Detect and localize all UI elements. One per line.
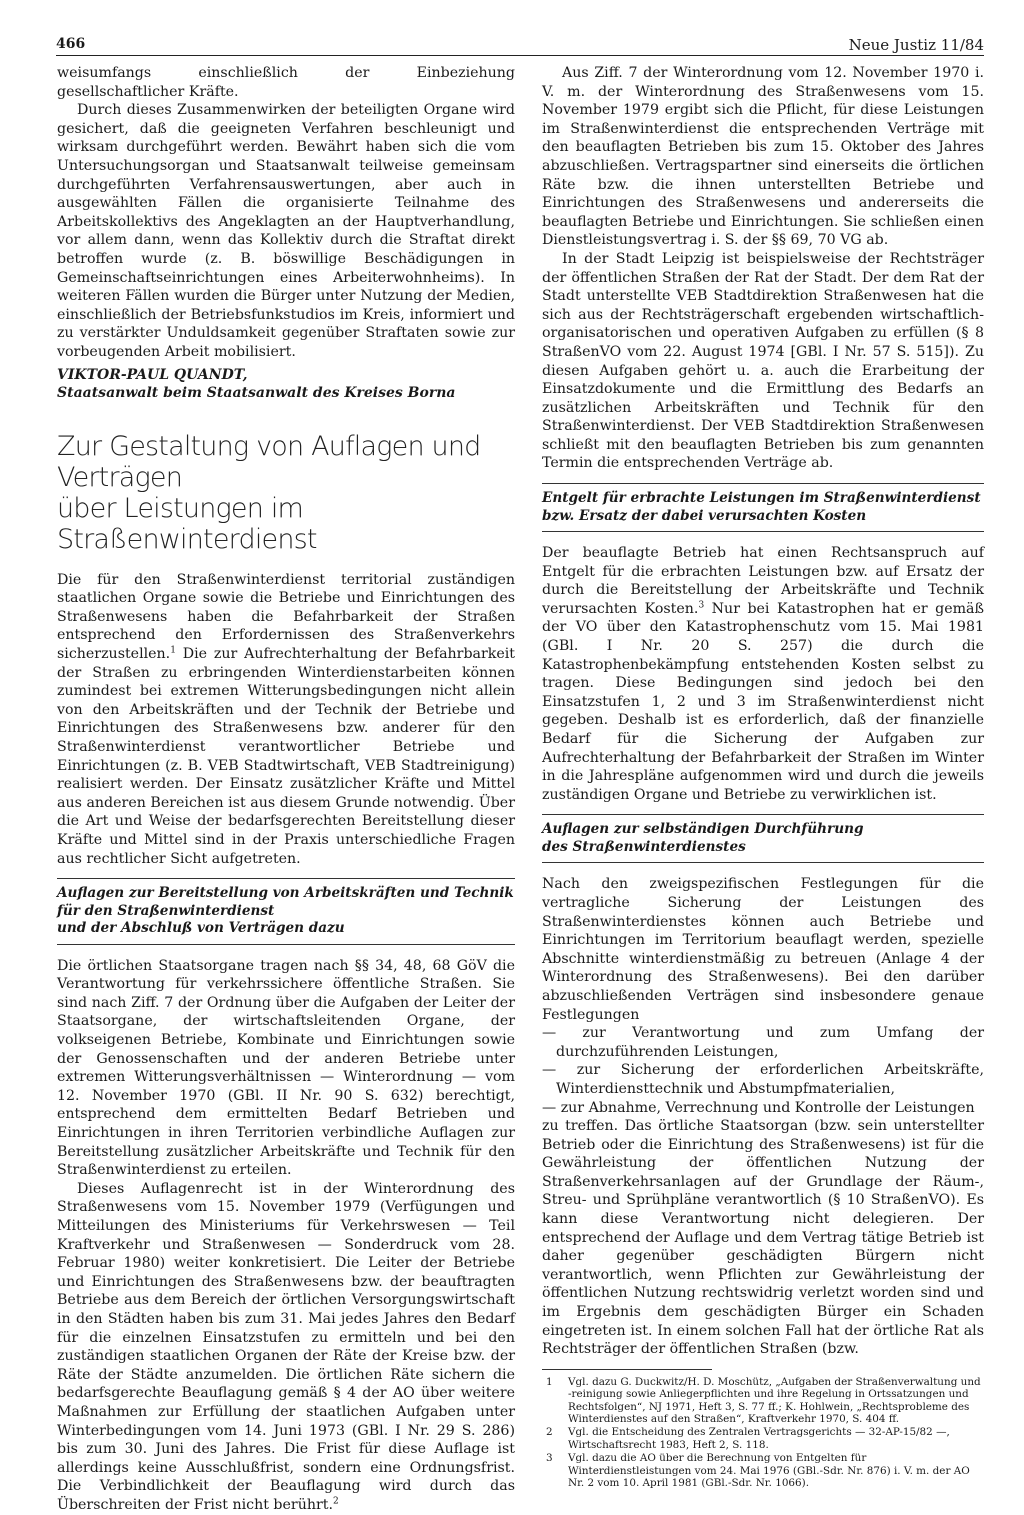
footnote-number: 1 — [546, 1375, 553, 1388]
article-title-line: Zur Gestaltung von Auflagen und Verträgen — [57, 430, 481, 493]
right-column — [542, 64, 984, 1490]
footnote-text: Vgl. dazu die AO über die Berechnung von Entgelten für Winterdienstleistungen vom 24. Mai 1976 (GBl.-Sdr. Nr. 876) i. V. m. der AO Nr. 2 vom 10. April 1981 (GBl.-Sdr. Nr. 1066). — [568, 1452, 970, 1490]
footnote-number: 3 — [546, 1452, 553, 1465]
list-item: — zur Verantwortung und zum Umfang der durchzuführenden Leistungen, — [542, 1025, 984, 1060]
author-role: Staatsanwalt beim Staatsanwalt des Kreises Borna — [57, 385, 456, 402]
paragraph-text: Die für den Straßenwinterdienst territorial zuständigen staatlichen Organe sowie die Betriebe und Einrichtungen des Straßenwesens haben die Befahrbarkeit der Straßen entsprechend den Erfordernissen des Straßenverkehrs sicherzustellen. — [57, 571, 515, 663]
paragraph: In der Stadt Leipzig ist beispielsweise der Rechtsträger der öffentlichen Straßen der Rat der Stadt. Der dem Rat der Stadt unterstellte VEB Stadtdirektion Straßenwesen hat die sich aus der Rechtsträgerschaft ergebenden wirtschaftlich-organisatorischen und operativen Aufgaben zu erfüllen (§ 8 StraßenVO vom 22. August 1974 [GBl. I Nr. 57 S. 515]). Zu diesen Aufgaben gehört u. a. auch die Erarbeitung der Einsatzdokumente und die Ermittlung des Bedarfs an zusätzlichen Arbeitskräften und Technik für den Straßenwinterdienst. Der VEB Stadtdirektion Straßenwesen schließt mit den beauflagten Betrieben bis zum genannten Termin die entsprechenden Verträge ab. — [542, 250, 984, 472]
section-heading-line: Auflagen zur Bereitstellung von Arbeitskräften und Technik — [57, 885, 514, 902]
header-rule — [56, 55, 984, 56]
footnote — [542, 1452, 984, 1489]
section-heading-line: Entgelt für erbrachte Leistungen im Straßenwinterdienst — [542, 490, 981, 507]
paragraph: Nach den zweigspezifischen Festlegungen für die vertragliche Sicherung der Leistungen des Straßenwinterdienstes können auch Betriebe und Einrichtungen im Territorium beauflagt werden, spezielle Abschnitte winterdienstmäßig zu betreuen (Anlage 4 der Winterordnung des Straßenwesens). Bei den darüber abzuschließenden Verträgen sind insbesondere genaue Festlegungen — [542, 876, 984, 1023]
section-heading — [542, 483, 984, 532]
footnote-number: 2 — [546, 1426, 553, 1439]
section-heading — [57, 878, 515, 945]
author-name: VIKTOR-PAUL QUANDT, — [57, 366, 248, 383]
section-heading-line: Auflagen zur selbständigen Durchführung — [542, 821, 864, 838]
left-column — [57, 64, 515, 1515]
list-item: — zur Sicherung der erforderlichen Arbeitskräfte, Winterdiensttechnik und Abstumpfmaterialien, — [542, 1062, 984, 1097]
paragraph-text: Nur bei Katastrophen hat er gemäß der VO über den Katastrophenschutz vom 15. Mai 1981 (GBl. I Nr. 20 S. 257) die durch die Katastrophenbekämpfung entstehenden Kosten selbst zu tragen. Diese Bedingungen sind jedoch bei den Einsatzstufen 1, 2 und 3 im Straßenwinterdienst nicht gegeben. Deshalb ist es erforderlich, daß der finanzielle Bedarf für die Sicherung der Aufgaben zur Aufrechterhaltung der Befahrbarkeit der Straßen im Winter in die Jahrespläne aufgenommen wird und durch die jeweils zuständigen Organe und Betriebe zu verwirklichen ist. — [542, 600, 984, 803]
footnote-ref: 2 — [332, 1496, 339, 1507]
footnote — [542, 1376, 984, 1426]
paragraph — [542, 544, 984, 804]
footnote-rule — [542, 1369, 712, 1370]
paragraph: Aus Ziff. 7 der Winterordnung vom 12. November 1970 i. V. m. der Winterordnung des Straßenwesens vom 15. November 1979 ergibt sich die Pflicht, für diese Leistungen im Straßenwinterdienst die entsprechenden Verträge mit den beauflagten Betrieben bis zum 15. Oktober des Jahres abzuschließen. Vertragspartner sind einerseits die örtlichen Räte bzw. die ihnen unterstellten Betriebe und Einrichtungen des Straßenwesens und andererseits die beauflagten Betriebe und Einrichtungen. Sie schließen einen Dienstleistungsvertrag i. S. der §§ 69, 70 VG ab. — [542, 65, 984, 249]
paragraph: weisumfangs einschließlich der Einbeziehung gesellschaftlicher Kräfte. — [57, 65, 515, 100]
paragraph: Die örtlichen Staatsorgane tragen nach §§ 34, 48, 68 GöV die Verantwortung für verkehrssichere öffentliche Straßen. Sie sind nach Ziff. 7 der Ordnung über die Aufgaben der Leiter der Staatsorgane, der wirtschaftsleitenden Organe, der volkseigenen Betriebe, Kombinate und Einrichtungen sowie der Genossenschaften und der anderen Betriebe unter extremen Witterungsverhältnissen — Winterordnung — vom 12. November 1970 (GBl. II Nr. 90 S. 632) berechtigt, entsprechend dem ermittelten Bedarf Betrieben und Einrichtungen in ihren Territorien verbindliche Auflagen zur Bereitstellung zusätzlicher Arbeitskräfte und Technik für den Straßenwinterdienst zu erteilen. — [57, 957, 515, 1179]
section-heading-line: und der Abschluß von Verträgen dazu — [57, 920, 345, 937]
footnote-ref: 3 — [698, 600, 705, 611]
paragraph: Durch dieses Zusammenwirken der beteiligten Organe wird gesichert, daß die geeigneten Verfahren beschleunigt und wirksam durchgeführt werden. Bewährt haben sich die vom Untersuchungsorgan und Staatsanwalt teilweise gemeinsam durchgeführten Verfahrensauswertungen, aber auch in ausgewählten Fällen die organisierte Teilnahme des Arbeitskollektivs des Angeklagten an der Hauptverhandlung, vor allem dann, wenn das Kollektiv durch die Straftat direkt betroffen wurde (z. B. böswillige Beschädigungen in Gemeinschaftseinrichtungen eines Arbeiterwohnheims). In weiteren Fällen wurden die Bürger unter Nutzung der Medien, einschließlich der Betriebsfunkstudios im Kreis, informiert und zu verstärkter Unduldsamkeit gegenüber Straftaten sowie zur vorbeugenden Arbeit mobilisiert. — [57, 102, 515, 360]
paragraph — [57, 571, 515, 869]
section-heading-line: bzw. Ersatz der dabei verursachten Kosten — [542, 507, 867, 524]
footnote-text: Vgl. die Entscheidung des Zentralen Vertragsgerichts — 32-AP-15/82 —, Wirtschaftsrecht 1983, Heft 2, S. 118. — [568, 1426, 950, 1451]
section-heading-line: des Straßenwinterdienstes — [542, 838, 746, 855]
paragraph — [57, 1180, 515, 1515]
article-title — [57, 431, 515, 555]
paragraph-text: Der beauflagte Betrieb hat einen Rechtsanspruch auf Entgelt für die erbrachten Leistungen bzw. auf Ersatz der durch die Bereitstellung der Arbeitskräfte und Technik verursachten Kosten. — [542, 545, 984, 617]
list-item: — zur Abnahme, Verrechnung und Kontrolle der Leistungen — [542, 1099, 975, 1116]
section-heading — [542, 814, 984, 863]
section-heading-line: für den Straßenwinterdienst — [57, 902, 275, 919]
paragraph-text: Die zur Aufrechterhaltung der Befahrbarkeit der Straßen zu erbringenden Winterdienstarbeiten können zumindest bei extremen Witterungsbedingungen nicht allein von den Arbeitskräften und der Technik der Betriebe und Einrichtungen des Straßenwesens bzw. anderer für den Straßenwinterdienst verantwortlicher Betriebe und Einrichtungen (z. B. VEB Stadtwirtschaft, VEB Stadtreinigung) realisiert werden. Der Einsatz zusätzlicher Kräfte und Mittel aus anderen Bereichen ist aus diesem Grunde notwendig. Über die Art und Weise der bedarfsgerechten Bereitstellung dieser Kräfte und Mittel sind in der Praxis unterschiedliche Fragen aus rechtlicher Sicht aufgetreten. — [57, 646, 515, 867]
footnote — [542, 1426, 984, 1451]
paragraph-text: Dieses Auflagenrecht ist in der Winterordnung des Straßenwesens vom 15. November 1979 (Verfügungen und Mitteilungen des Ministeriums für Verkehrswesen — Teil Kraftverkehr und Straßenwesen — Sonderdruck vom 28. Februar 1980) weiter konkretisiert. Die Leiter der Betriebe und Einrichtungen des Straßenwesens bzw. der beauftragten Betriebe aus dem Bereich der örtlichen Versorgungswirtschaft in den Städten haben bis zum 31. Mai jedes Jahres den Bedarf für die einzelnen Einsatzstufen zu ermitteln und bei den zuständigen staatlichen Organen der Räte der Kreise bzw. der Räte der Städte anzumelden. Die örtlichen Räte sichern die bedarfsgerechte Beauflagung gemäß § 4 der AO über weitere Maßnahmen zur Erfüllung der staatlichen Aufgaben unter Winterbedingungen vom 14. Juni 1973 (GBl. I Nr. 29 S. 286) bis zum 30. Juni des Jahres. Die Frist für diese Auflage ist allerdings keine Ausschlußfrist, sondern eine Ordnungsfrist. Die Verbindlichkeit der Beauflagung wird durch das Überschreiten der Frist nicht berührt. — [57, 1180, 515, 1513]
paragraph: zu treffen. Das örtliche Staatsorgan (bzw. sein unterstellter Betrieb oder die Einrichtung des Straßenwesens) ist für die Gewährleistung der öffentlichen Nutzung der Straßenverkehrsanlagen auf der Grundlage der Räum-, Streu- und Sprühpläne verantwortlich (§ 10 StraßenVO). Es kann diese Verantwortung nicht delegieren. Der entsprechend der Auflage und dem Vertrag tätige Betrieb ist daher gegenüber geschädigten Bürgern nicht verantwortlich, wenn Pflichten zur Gewährleistung der öffentlichen Nutzung rechtswidrig verletzt worden sind und im Ergebnis dem geschädigten Bürger ein Schaden eingetreten ist. In einem solchen Fall hat der örtliche Rat als Rechtsträger der öffentlichen Straßen (bzw. — [542, 1118, 984, 1358]
page-header — [56, 36, 984, 60]
article-title-line: über Leistungen im Straßenwinterdienst — [57, 492, 317, 555]
page-number: 466 — [56, 36, 86, 52]
footnote-text: Vgl. dazu G. Duckwitz/H. D. Moschütz, „Aufgaben der Straßenverwaltung und -reinigung sowie Anliegerpflichten und ihre Regelung in Ortssatzungen und Rechtsfolgen“, NJ 1971, Heft 3, S. 77 ff.; K. Hohlwein, „Rechtsprobleme des Winterdienstes auf den Straßen“, Kraftverkehr 1970, S. 404 ff. — [568, 1375, 981, 1426]
footnote-ref: 1 — [170, 645, 176, 656]
journal-issue: Neue Justiz 11/84 — [848, 36, 984, 54]
